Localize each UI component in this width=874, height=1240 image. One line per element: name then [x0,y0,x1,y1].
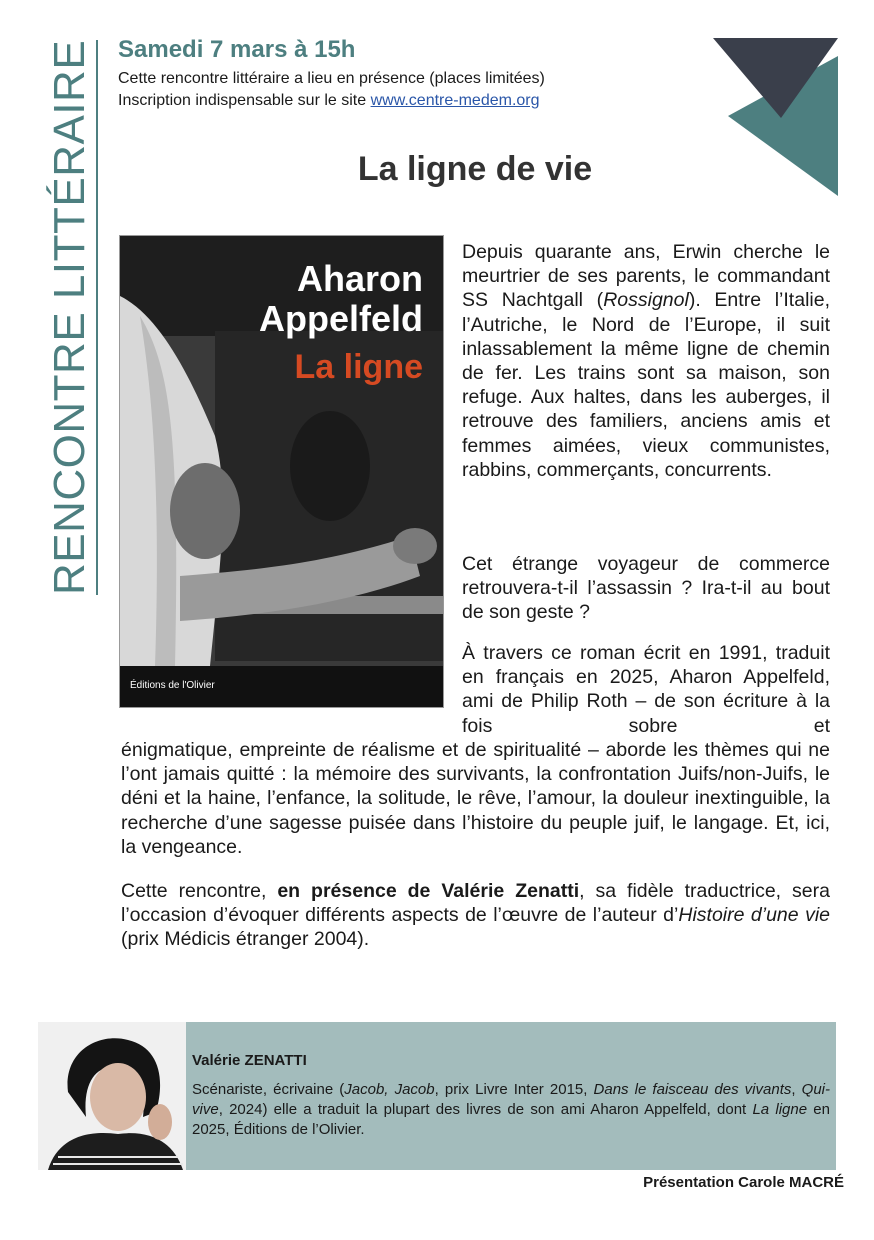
summary-paragraph-1 [462,240,830,482]
translator-photo [38,1022,186,1170]
summary-paragraph-4 [121,879,830,952]
text-span: (prix Médicis étranger 2004). [121,928,370,951]
shadow-figure [290,411,370,521]
emphasis: Qui-vive [192,1081,830,1118]
vertical-heading-text: RENCONTRE LITTÉRAIRE [45,39,94,595]
text-span: ). Entre l’Italie, l’Autriche, le Nord de l’Europe, il suit inlassablement la même ligne de chemin de fer. Les trains sont sa maison, son refuge. Aux haltes, dans les auberges, il retrouve des familiers, anciens amis et femmes aimées, vieux communistes, rabbins, commerçants, concurrents. [462,289,830,481]
presenter-credit: Présentation Carole MACRÉ [643,1174,844,1191]
cover-publisher: Éditions de l'Olivier [130,680,215,691]
registration-label: Inscription indispensable sur le site [118,92,371,109]
event-date: Samedi 7 mars à 15h [118,36,356,63]
strong-text: en présence de Valérie Zenatti [277,880,580,902]
text-span: , prix Livre Inter 2015, [434,1081,594,1098]
attendance-info: Cette rencontre littéraire a lieu en présence (places limitées) [118,70,545,87]
portrait [38,1022,186,1170]
text-span: , 2024) elle a traduit la plupart des livres de son ami Aharon Appelfeld, dont [218,1101,753,1118]
text-span: en 2025, Éditions de l’Olivier. [192,1101,830,1138]
book-title: La ligne de vie [357,150,593,188]
emphasis: Jacob, Jacob [344,1081,435,1098]
text-span: , sa fidèle traductrice, sera l’occasion d’évoquer différents aspects de l’œuvre de l’auteur d’ [121,880,830,927]
text-span: Depuis quarante ans, Erwin cherche le meurtrier de ses parents, le commandant SS Nachtgall ( [462,241,830,312]
vertical-divider [96,40,98,595]
summary-paragraph-2: Cet étrange voyageur de commerce retrouvera-t-il l’assassin ? Ira-t-il au bout de son geste ? [462,553,830,624]
website-link[interactable]: www.centre-medem.org [370,92,540,109]
text-span: Scénariste, écrivaine ( [192,1081,345,1098]
summary-paragraph-3-start: À travers ce roman écrit en 1991, traduit en français en 2025, Aharon Appelfeld, ami de Philip Roth – de son écriture à la fois sobre et [462,642,830,737]
portrait-face [90,1063,146,1131]
emphasis: La ligne [752,1101,808,1118]
text-span: , [791,1081,802,1098]
cover-title: La ligne [294,348,423,386]
portrait-hand [148,1104,172,1140]
vertical-heading [40,40,100,595]
translator-name: Valérie ZENATTI [192,1052,307,1069]
cover-author-first: Aharon [297,258,423,299]
cover-author-last: Appelfeld [258,298,423,339]
registration-info [118,92,540,110]
translator-bio [192,1080,830,1140]
emphasis: Rossignol [603,289,689,312]
emphasis: Histoire d’une vie [678,904,830,927]
emphasis: Dans le faisceau des vivants [593,1081,792,1098]
figure-hand [393,528,437,564]
text-span: Cette rencontre, [121,880,278,902]
decorative-triangles [710,36,838,196]
figure-head [170,463,240,559]
summary-paragraph-3-end: énigmatique, empreinte de réalisme et de spiritualité – aborde les thèmes qui ne l’ont jamais quitté : la mémoire des survivants, la confrontation Juifs/non-Juifs, le déni et la haine, l’enfance, la solitude, le rêve, l’amour, la douleur inextinguible, la recherche d’une sagesse puisée dans l’histoire du peuple juif, le langage. Et, ici, la vengeance. [121,739,830,858]
book-cover [119,235,444,708]
